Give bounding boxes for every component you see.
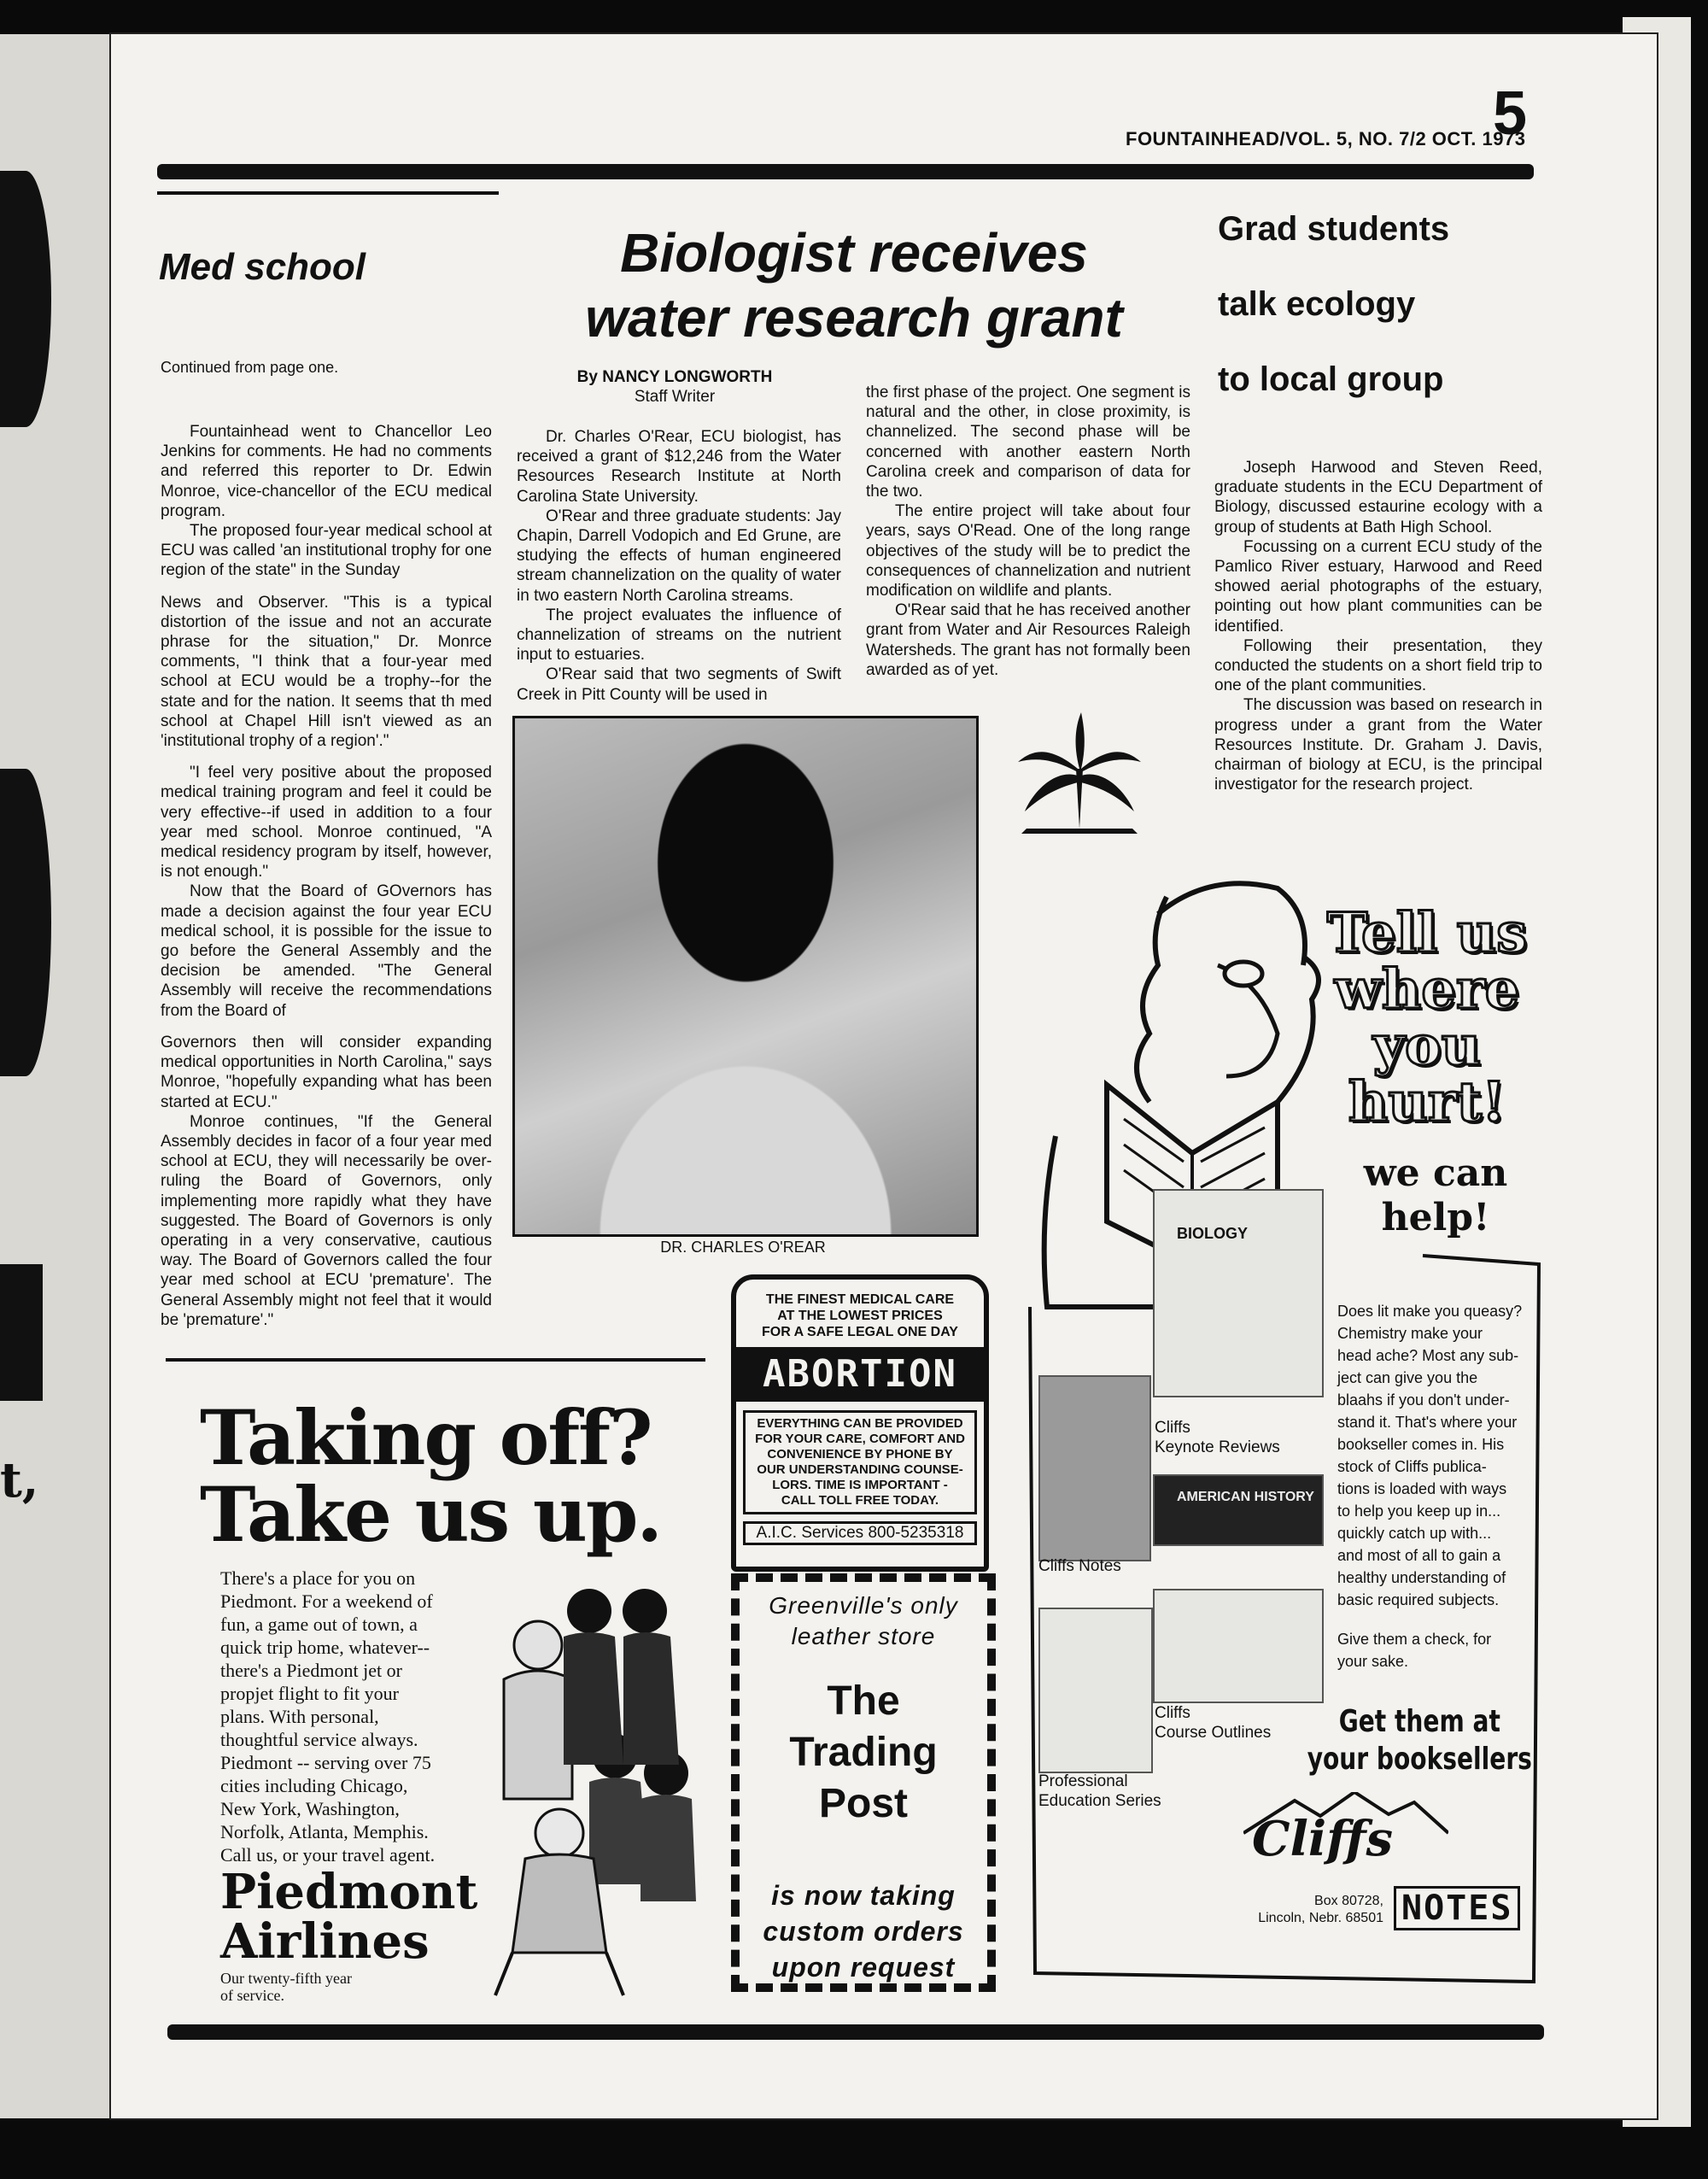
we-can-help [1320,1151,1551,1240]
ad-footer [740,1877,987,1985]
ad-line: thoughtful service always. [220,1729,418,1750]
ad-line: healthy understanding of [1337,1569,1506,1586]
ad-line: AT THE LOWEST PRICES [777,1309,943,1323]
ad-line: FOR YOUR CARE, COMFORT AND [755,1432,965,1446]
grad-students-headline [1218,191,1449,417]
headline-line: Taking off? [200,1393,652,1482]
ad-band: ABORTION [736,1347,984,1402]
ad-line: and most of all to gain a [1337,1547,1501,1564]
ad-line: quickly catch up with... [1337,1525,1492,1542]
headline-line: Take us up. [200,1470,661,1559]
ad-line: is now taking [771,1880,956,1911]
ad-line: there's a Piedmont jet or [220,1660,402,1681]
ad-line: CALL TOLL FREE TODAY. [781,1493,939,1508]
store-name [740,1676,987,1830]
ad-line: fun, a game out of town, a [220,1614,418,1635]
paragraph: Focussing on a current ECU study of the Pamlico River estuary, Harwood and Reed showed aerial photographs of the estuary, pointing out how plant communities can be identified. [1214,537,1542,636]
ad-line: Chemistry make your [1337,1325,1483,1342]
ad-line: Does lit make you queasy? [1337,1303,1523,1320]
headline-line: we can [1363,1151,1508,1195]
continued-note: Continued from page one. [161,359,339,376]
byline-role: Staff Writer [634,388,716,406]
label-line: Course Outlines [1155,1724,1272,1742]
headline-line: talk ecology [1218,285,1416,323]
headline-line: Grad students [1218,210,1450,248]
ad-line: bookseller comes in. His [1337,1436,1505,1453]
ad-line: Greenville's only [769,1592,958,1619]
stewardesses-photo [478,1577,700,2004]
address-line: Box 80728, [1314,1894,1383,1908]
top-rule [157,164,1534,179]
paragraph: The entire project will take about four years, says O'Read. One of the long range objectives of the study will be to predict the consequences of channelization and nutrient modification on wildlife and plants. [866,502,1190,600]
ad-line: stand it. That's where your [1337,1414,1518,1431]
ad-line: New York, Washington, [220,1798,400,1819]
notes-logo: NOTES [1394,1886,1520,1930]
tagline-line: of service. [220,1987,284,2004]
ad-body [220,1567,511,1866]
label-line: Professional [1038,1772,1128,1790]
store-name-line: The [827,1678,900,1724]
plant-illustration [1013,709,1146,837]
brand-line: Piedmont [220,1864,478,1920]
ad-line: head ache? Most any sub- [1337,1347,1519,1364]
ad-line: CONVENIENCE BY PHONE BY [767,1447,953,1461]
cliffs-body [1337,1300,1535,1672]
ad-line: Piedmont. For a weekend of [220,1590,433,1612]
adjacent-page-fragment: t, [0,1452,39,1508]
byline-name: By NANCY LONGWORTH [576,368,773,386]
ad-line: cities including Chicago, [220,1775,408,1796]
airline-brand [220,1864,478,1970]
slogan-line: your booksellers [1307,1742,1532,1777]
cliffs-address [1230,1893,1383,1927]
ad-line: EVERYTHING CAN BE PROVIDED [757,1416,963,1431]
med-school-article [161,422,492,1330]
book-title: AMERICAN HISTORY [1177,1490,1314,1504]
adjacent-page-shadow [0,1264,43,1401]
label-line: Education Series [1038,1792,1161,1810]
ad-line: basic required subjects. [1337,1591,1500,1608]
paragraph: The discussion was based on research in progress under a grant from the Water Resources Institute. Dr. Graham J. Davis, chairman of biology at ECU, is the principal investigator for the research project. [1214,696,1542,794]
brand-line: Airlines [220,1913,430,1970]
headline-line: to local group [1218,360,1444,398]
ad-line: leather store [791,1623,936,1649]
ad-phone: A.I.C. Services 800-5235318 [743,1521,977,1545]
biologist-column-1 [517,427,841,705]
abortion-ad [731,1274,989,1572]
page-number: 5 [1493,79,1528,148]
label-line: Cliffs [1155,1704,1190,1722]
headline-line: Tell us [1326,901,1528,965]
ad-body [743,1410,977,1514]
paragraph: Dr. Charles O'Rear, ECU biologist, has received a grant of $12,246 from the Water Resources Research Institute at North Carolina State University. [517,428,841,506]
paragraph: Joseph Harwood and Steven Reed, graduate students in the ECU Department of Biology, discussed estaurine ecology with a group of students at Bath High School. [1214,459,1542,536]
ad-line: propjet flight to fit your [220,1683,399,1704]
ad-line: plans. With personal, [220,1706,379,1727]
paragraph: Fountainhead went to Chancellor Leo Jenkins for comments. He had no comments and referred this reporter to Dr. Edwin Monroe, vice-chancellor of the ECU medical program. [161,423,492,520]
ad-line: Call us, or your travel agent. [220,1844,436,1866]
masthead: FOUNTAINHEAD/VOL. 5, NO. 7/2 OCT. 1973 [1126,128,1526,149]
paragraph: O'Rear said that two segments of Swift Creek in Pitt County will be used in [517,665,841,704]
paragraph: Following their presentation, they conducted the students on a short field trip to one of the plant communities. [1214,636,1542,695]
tagline-line: Our twenty-fifth year [220,1970,352,1987]
course-outlines-book [1153,1589,1324,1703]
professional-education-book [1038,1608,1153,1773]
ad-line: LORS. TIME IS IMPORTANT - [772,1478,948,1492]
ad-headline [200,1393,661,1559]
ad-line: to help you keep up in... [1337,1502,1501,1520]
paragraph: The project evaluates the influence of channelization of streams on the nutrient input to estuaries. [517,606,841,665]
grad-students-article [1214,458,1542,794]
headline-line: water research grant [585,287,1123,349]
ad-intro [740,1590,987,1652]
ad-line: THE FINEST MEDICAL CARE [765,1292,955,1307]
paragraph: The proposed four-year medical school at ECU was called 'an institutional trophy for one region of the state" in the Sunday [161,522,492,580]
ad-line: FOR A SAFE LEGAL ONE DAY [762,1325,958,1339]
ad-line: Give them a check, for [1337,1631,1492,1648]
photo-caption: DR. CHARLES O'REAR [660,1239,826,1256]
trading-post-ad [731,1573,996,1992]
airline-tagline [220,1970,352,2004]
book-label [1038,1772,1161,1811]
med-school-headline: Med school [159,246,366,288]
ad-divider [166,1358,705,1362]
headline-line: where [1334,958,1520,1022]
headline-line: help! [1381,1196,1490,1239]
cliffs-notes-book [1038,1375,1151,1561]
biologist-column-2 [866,383,1190,680]
ad-line: OUR UNDERSTANDING COUNSE- [757,1462,963,1477]
tell-us-headline [1303,901,1551,1134]
byline [521,367,828,407]
biologist-headline [504,220,1204,350]
ad-line: There's a place for you on [220,1567,416,1589]
paragraph: "I feel very positive about the proposed medical training program and feel it could be very effective--if used in addition to a four year med school. Monroe continued, "A medical residency program by itself, however, is not enough." [161,764,492,882]
orear-photo [512,716,979,1237]
ad-line: custom orders [763,1916,964,1947]
adjacent-page-shadow [0,171,51,427]
adjacent-page-shadow [0,769,51,1076]
get-them-slogan [1296,1703,1543,1778]
ad-line: your sake. [1337,1653,1409,1670]
label-line: Keynote Reviews [1155,1438,1280,1456]
slogan-line: Get them at [1338,1704,1500,1739]
american-history-book [1153,1474,1324,1546]
cliffs-logo: Cliffs [1252,1811,1393,1867]
section-rule [157,191,499,195]
address-line: Lincoln, Nebr. 68501 [1258,1911,1383,1925]
ad-line: ject can give you the [1337,1369,1478,1386]
paragraph: News and Observer. "This is a typical distortion of the issue and not an accurate phrase for the situation," Dr. Monrce comments, "I think that a four-year med school at ECU would be a trophy--for the state and for the nation. It seems that th med school at Chapel Hill isn't viewed as an 'institutional trophy of a region'." [161,593,492,751]
label-line: Cliffs [1155,1419,1190,1437]
headline-line: you [1372,1014,1482,1078]
ad-heading [736,1292,984,1340]
ad-line: upon request [771,1952,956,1983]
headline-line: hurt! [1348,1070,1506,1134]
piedmont-ad [166,1363,712,2012]
book-label [1155,1703,1271,1743]
ad-line: tions is loaded with ways [1337,1480,1507,1497]
paragraph: Monroe continues, "If the General Assembly decides in facor of a four year med school at ECU, they will necessarily be over-ruling the Board of Governors, only implementing more rapidly what they have suggested. The Board of Governors is only operating in a very conservative, cautious way. The Board of Governors called the four year med school at ECU 'premature'. The General Assembly might not feel that it would be 'premature'." [161,1112,492,1329]
store-name-line: Post [818,1781,908,1826]
ad-line: stock of Cliffs publica- [1337,1458,1487,1475]
paragraph: Governors then will consider expanding medical opportunities in North Carolina," says Monroe, "hopefully expanding what has been started at ECU." [161,1033,492,1111]
paragraph: the first phase of the project. One segment is natural and the other, in close proximity, is channelized. The second phase will be concerned with another eastern North Carolina creek and comparison of data for the two. [866,384,1190,501]
book-label [1155,1418,1280,1457]
store-name-line: Trading [789,1730,938,1775]
biology-book [1153,1189,1324,1397]
ad-line: Piedmont -- serving over 75 [220,1752,431,1773]
paragraph: O'Rear said that he has received another grant from Water and Air Resources Raleigh Watersheds. The grant has not formally been awarded as of yet. [866,601,1190,679]
ad-line: quick trip home, whatever-- [220,1637,430,1658]
book-label: Cliffs Notes [1038,1557,1121,1575]
ad-line: blaahs if you don't under- [1337,1391,1510,1409]
paragraph: O'Rear and three graduate students: Jay Chapin, Darrell Vodopich and Ed Grune, are studying the effects of human engineered stream channelization on the quality of water in two eastern North Carolina streams. [517,507,841,605]
cliffs-ad [1021,863,1551,1999]
bottom-rule [167,2024,1544,2040]
paragraph: Now that the Board of GOvernors has made a decision against the four year ECU medical school, it is possible for the issue to go before the General Assembly and the decision be amended. "The General Assembly will receive the recommendations from the Board of [161,882,492,1020]
ad-line: Norfolk, Atlanta, Memphis. [220,1821,429,1842]
book-title: BIOLOGY [1177,1225,1249,1242]
headline-line: Biologist receives [620,222,1088,284]
